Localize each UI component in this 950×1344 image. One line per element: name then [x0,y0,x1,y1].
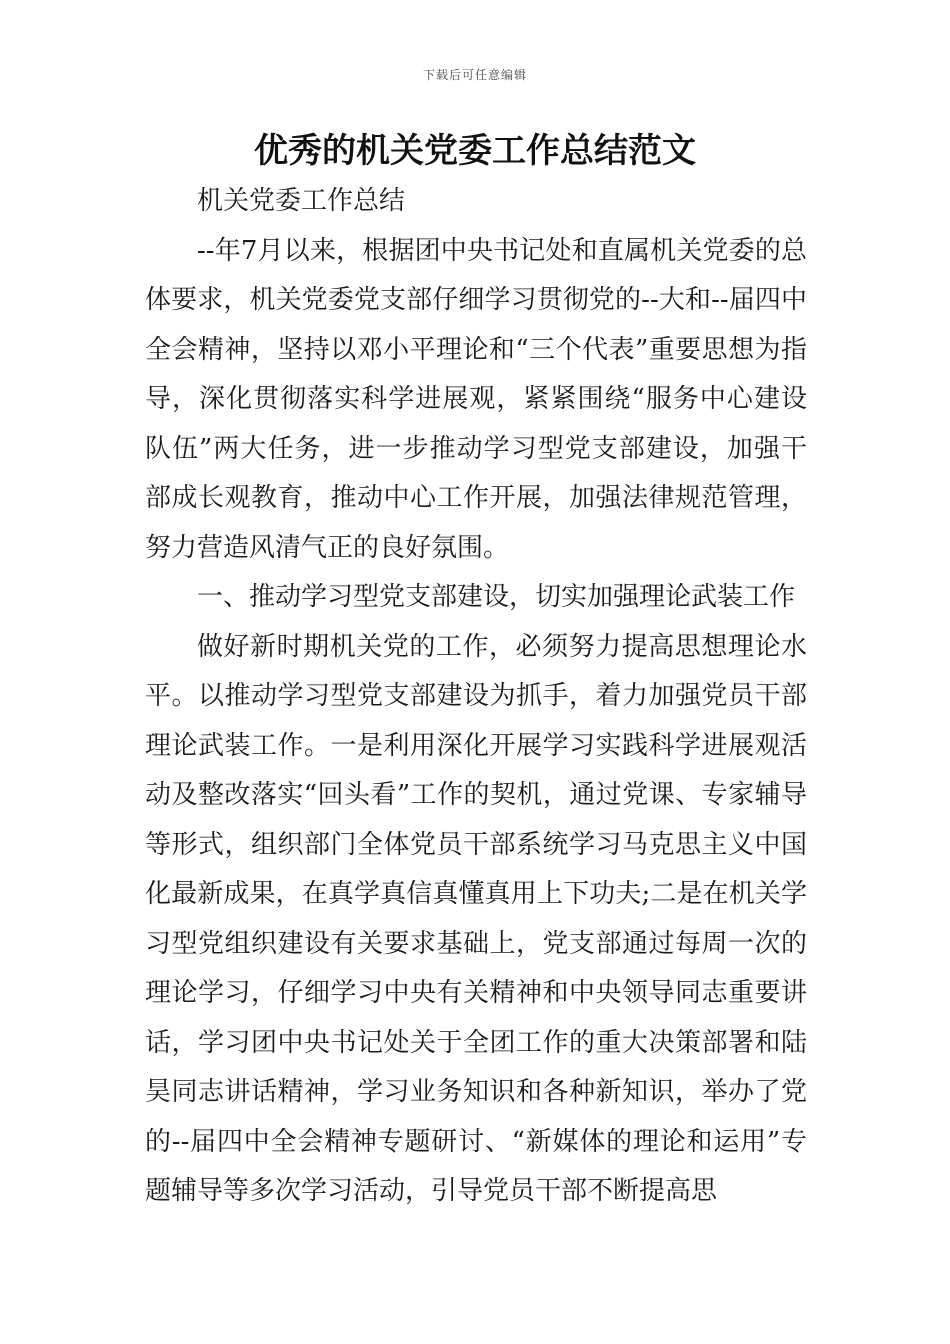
page-header-note: 下载后可任意编辑 [422,68,527,82]
document-title: 优秀的机关党委工作总结范文 [254,131,696,171]
subtitle-paragraph: 机关党委工作总结 [197,186,406,216]
body-paragraph: 做好新时期机关党的工作，必须努力提高思想理论水平。以推动学习型党支部建设为抓手，着力加强党员干部理论武装工作。一是利用深化开展学习实践科学进展观活动及整改落实“回头看”工作的契机，通过党课、专家辅导等形式，组织部门全体党员干部系统学习马克思主义中国化最新成果，在真学真信真懂真用上下功夫;二是在机关学习型党组织建设有关要求基础上，党支部通过每周一次的理论学习，仔细学习中央有关精神和中央领导同志重要讲话，学习团中央书记处关于全团工作的重大决策部署和陆昊同志讲话精神，学习业务知识和各种新知识，举办了党的--届四中全会精神专题研讨、“新媒体的理论和运用”专题辅导等多次学习活动，引导党员干部不断提高思 [145,631,807,1206]
intro-paragraph: --年7月以来，根据团中央书记处和直属机关党委的总体要求，机关党委党支部仔细学习贯彻党的--大和--届四中全会精神，坚持以邓小平理论和“三个代表”重要思想为指导，深化贯彻落实科学进展观，紧紧围绕“服务中心建设队伍”两大任务，进一步推动学习型党支部建设，加强干部成长观教育，推动中心工作开展，加强法律规范管理，努力营造风清气正的良好氛围。 [145,235,807,563]
section-heading: 一、推动学习型党支部建设，切实加强理论武装工作 [197,582,796,612]
document-body [145,177,807,1217]
